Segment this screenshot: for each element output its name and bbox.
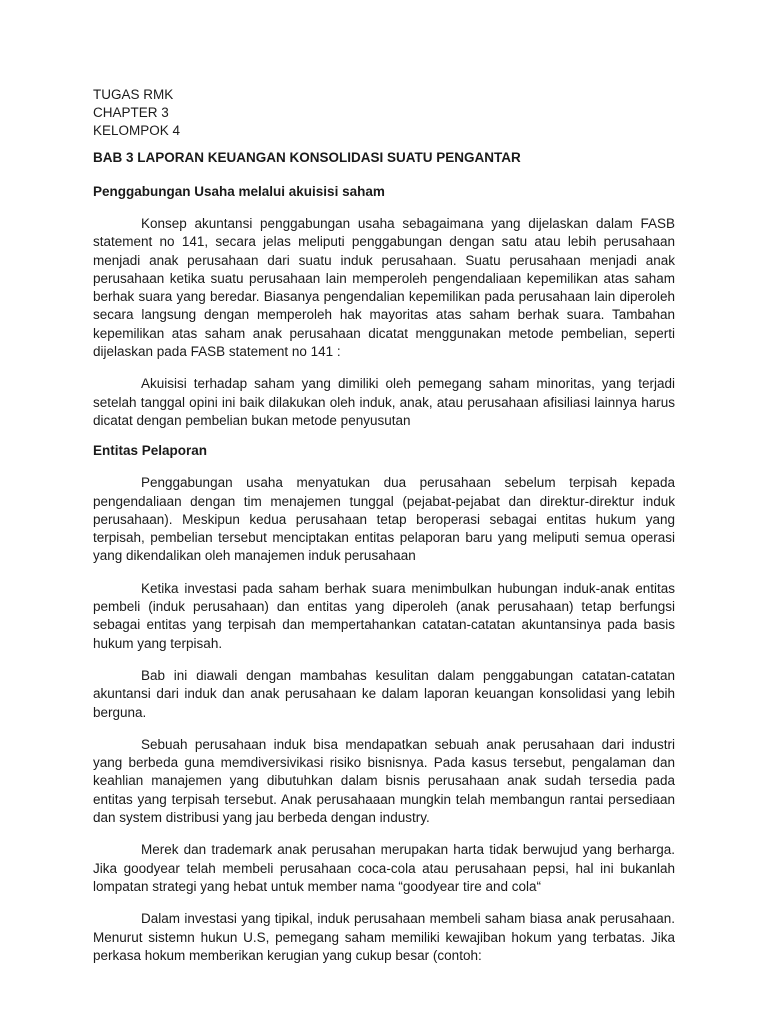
chapter-title: BAB 3 LAPORAN KEUANGAN KONSOLIDASI SUATU PENGANTAR bbox=[93, 150, 521, 165]
header-tugas: TUGAS RMK bbox=[93, 87, 174, 102]
paragraph: Merek dan trademark anak perusahan merupakan harta tidak berwujud yang berharga. Jika goodyear telah membeli perusahaan coca-cola atau perusahaan pepsi, hal ini bukanlah lompatan strategi yang hebat untuk member nama “goodyear tire and cola“ bbox=[93, 842, 675, 894]
paragraph: Penggabungan usaha menyatukan dua perusahaan sebelum terpisah kepada pengendaliaan dengan tim menajemen tunggal (pejabat-pejabat dan direktur-direktur induk perusahaan). Meskipun kedua perusahaan tetap beroperasi sebagai entitas hukum yang terpisah, pembelian tersebut menciptakan entitas pelaporan baru yang meliputi semua operasi yang dikendalikan oleh manajemen induk perusahaan bbox=[93, 475, 675, 564]
section-heading-entitas: Entitas Pelaporan bbox=[93, 443, 208, 459]
paragraph: Akuisisi terhadap saham yang dimiliki oleh pemegang saham minoritas, yang terjadi setelah tanggal opini ini baik dilakukan oleh induk, anak, atau perusahaan afisiliasi lainnya harus dicatat dengan pembelian bukan metode penyusutan bbox=[93, 376, 675, 428]
paragraph: Sebuah perusahaan induk bisa mendapatkan sebuah anak perusahaan dari industri yang berbeda guna memdiversivikasi risiko bisnisnya. Pada kasus tersebut, pengalaman dan keahlian manajemen yang dibutuhkan dalam bisnis perusahaan anak sudah tersedia pada entitas yang terpisah tersebut. Anak perusahaaan mungkin telah membangun rantai persediaan dan system distribusi yang jau berbeda dengan industry. bbox=[93, 736, 675, 826]
section-heading-penggabungan: Penggabungan Usaha melalui akuisisi saham bbox=[93, 184, 385, 199]
header-chapter: CHAPTER 3 bbox=[93, 105, 169, 120]
paragraph: Konsep akuntansi penggabungan usaha sebagaimana yang dijelaskan dalam FASB statement no 141, secara jelas meliputi penggabungan dengan satu atau lebih perusahaan menjadi anak perusahaan dari suatu induk perusahaan. Suatu perusahaan menjadi anak perusahaan ketika suatu perusahaan lain memperoleh pengendaliaan kepemilikan atas saham berhak suara yang beredar. Biasanya pengendalian kepemilikan pada perusahaan lain diperoleh secara langsung dengan memperoleh hak mayoritas atas saham berhak suara. Tambahan kepemilikan atas saham anak perusahaan dicatat menggunakan metode pembelian, seperti dijelaskan pada FASB statement no 141 : bbox=[93, 216, 675, 360]
paragraph: Bab ini diawali dengan mambahas kesulitan dalam penggabungan catatan-catatan akuntansi dari induk dan anak perusahaan ke dalam laporan keuangan konsolidasi yang lebih berguna. bbox=[93, 667, 675, 720]
paragraph: Ketika investasi pada saham berhak suara menimbulkan hubungan induk-anak entitas pembeli (induk perusahaan) dan entitas yang diperoleh (anak perusahaan) tetap berfungsi sebagai entitas yang terpisah dan mempertahankan catatan-catatan akuntansinya pada basis hukum yang terpisah. bbox=[93, 580, 675, 651]
header-kelompok: KELOMPOK 4 bbox=[93, 123, 181, 138]
paragraph: Dalam investasi yang tipikal, induk perusahaan membeli saham biasa anak perusahaan. Menurut sistemn hukun U.S, pemegang saham memiliki kewajiban hokum yang terbatas. Jika perkasa hokum memberikan kerugian yang cukup besar (contoh: bbox=[93, 911, 675, 963]
